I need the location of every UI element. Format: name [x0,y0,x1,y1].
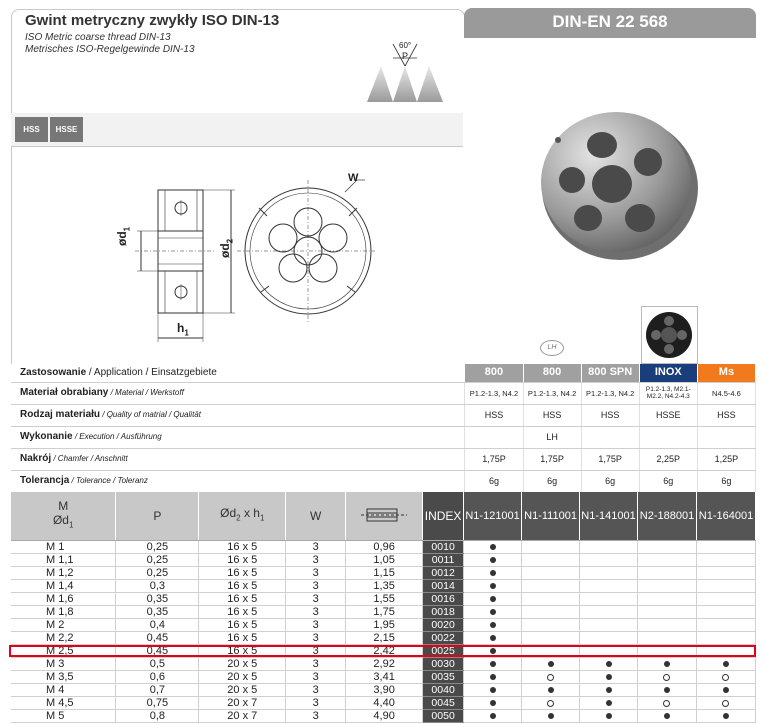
pitch-cell: 0,3 [116,580,199,593]
index-cell: 0020 [423,619,464,632]
drill-cell: 4,40 [346,697,423,710]
header-code-3: N1-141001 [580,492,638,541]
table-row [11,671,756,684]
availability-cell [522,567,580,580]
dimension-cell: 20 x 7 [199,697,286,710]
pitch-cell: 0,25 [116,541,199,554]
availability-cell [464,606,522,619]
drill-cell: 4,90 [346,710,423,723]
table-row [11,632,756,645]
availability-cell [696,632,755,645]
availability-cell [464,671,522,684]
pitch-cell: 0,45 [116,632,199,645]
property-row-quality: Rodzaj materiału / Quality of matrial / Qualität HSS HSS HSS HSSE HSS [11,405,756,427]
column-800-spn: 800 SPN [581,364,639,383]
availability-cell [522,580,580,593]
drill-cell: 3,41 [346,671,423,684]
availability-cell [580,658,638,671]
column-800-lh: 800 [523,364,581,383]
available-dot-icon [606,713,612,719]
w-cell: 3 [286,580,346,593]
availability-cell [696,619,755,632]
w-cell: 3 [286,593,346,606]
index-cell: 0035 [423,671,464,684]
available-dot-icon [548,687,554,693]
sizes-header-row [11,492,756,541]
sizes-table [11,492,756,723]
header-p: P [116,492,199,541]
index-cell: 0050 [423,710,464,723]
drill-cell: 1,05 [346,554,423,567]
availability-cell [580,710,638,723]
availability-cell [522,554,580,567]
table-row [11,684,756,697]
dimension-cell: 20 x 7 [199,710,286,723]
available-dot-icon [548,713,554,719]
availability-cell [638,567,697,580]
availability-cell [696,710,755,723]
property-row-material: Materiał obrabiany / Material / Werkstoff P1.2-1.3, N4.2 P1.2-1.3, N4.2 P1.2-1.3, N4.2 P1.2-1.3, M2.1-M2.2, N4.2-4.3 N4.5-4.6 [11,383,756,405]
dimension-cell: 16 x 5 [199,567,286,580]
dimension-cell: 16 x 5 [199,606,286,619]
availability-cell [638,606,697,619]
availability-cell [464,632,522,645]
thread-size-cell: M 2 [11,619,116,632]
availability-cell [522,697,580,710]
thread-size-cell: M 3 [11,658,116,671]
header-m: M $Ød_1$ [11,492,116,541]
table-row [11,606,756,619]
available-dot-icon [664,713,670,719]
w-cell: 3 [286,645,346,658]
availability-cell [580,606,638,619]
availability-cell [696,580,755,593]
property-row-execution: Wykonanie / Execution / Ausführung LH [11,427,756,449]
availability-cell [696,567,755,580]
dimension-cell: 16 x 5 [199,541,286,554]
available-dot-icon [490,544,496,550]
availability-cell [580,567,638,580]
availability-cell [580,580,638,593]
dimension-cell: 16 x 5 [199,619,286,632]
subtitle-en: ISO Metric coarse thread DIN-13 [25,32,171,43]
thread-size-cell: M 1,4 [11,580,116,593]
available-dot-icon [490,570,496,576]
availability-cell [638,710,697,723]
drill-cell: 2,15 [346,632,423,645]
availability-cell [580,671,638,684]
header-d2h1: $Ød_2$ x $h_1$ [199,492,286,541]
index-cell: 0011 [423,554,464,567]
pitch-cell: 0,6 [116,671,199,684]
header-w: W [286,492,346,541]
availability-cell [464,593,522,606]
pitch-cell: 0,25 [116,554,199,567]
availability-cell [580,541,638,554]
pitch-cell: 0,35 [116,606,199,619]
availability-cell [638,541,697,554]
availability-cell [696,554,755,567]
header-code-5: N1-164001 [696,492,755,541]
header-index: INDEX [423,492,464,541]
material-badge-hsse: HSSE [50,117,83,142]
availability-cell [580,593,638,606]
pitch-cell: 0,75 [116,697,199,710]
index-cell: 0014 [423,580,464,593]
table-row [11,619,756,632]
column-inox: INOX [639,364,697,383]
available-ring-icon [663,674,670,681]
availability-cell [522,541,580,554]
thread-size-cell: M 5 [11,710,116,723]
availability-cell [580,554,638,567]
availability-cell [464,697,522,710]
available-dot-icon [664,661,670,667]
properties-header-row: Zastosowanie / Application / Einsatzgebiete 800 800 800 SPN INOX Ms [11,364,756,383]
availability-cell [696,671,755,684]
dimension-cell: 20 x 5 [199,671,286,684]
availability-cell [522,684,580,697]
availability-cell [522,710,580,723]
table-row [11,541,756,554]
thread-size-cell: M 1 [11,541,116,554]
material-badge-hss: HSS [15,117,48,142]
threading-die-photo [530,100,710,270]
availability-cell [522,632,580,645]
available-dot-icon [490,609,496,615]
available-dot-icon [606,674,612,680]
availability-cell [522,606,580,619]
property-row-tolerance: Tolerancja / Tolerance / Toleranz 6g 6g 6g 6g 6g [11,471,756,493]
available-ring-icon [722,674,729,681]
drill-cell: 1,75 [346,606,423,619]
availability-cell [696,541,755,554]
header-drill-icon [346,492,423,541]
header-code-2: N1-111001 [522,492,580,541]
available-dot-icon [490,622,496,628]
w-cell: 3 [286,671,346,684]
available-dot-icon [490,635,496,641]
column-ms: Ms [697,364,755,383]
drill-cell: 1,15 [346,567,423,580]
availability-cell [638,658,697,671]
availability-cell [580,697,638,710]
w-cell: 3 [286,619,346,632]
w-cell: 3 [286,658,346,671]
h1-label: $h_1$ [177,321,189,338]
pitch-cell: 0,45 [116,645,199,658]
pitch-cell: 0,7 [116,684,199,697]
standard-label: DIN-EN 22 568 [552,12,668,31]
available-dot-icon [490,557,496,563]
drill-cell: 0,96 [346,541,423,554]
die-technical-drawing [115,160,375,350]
index-cell: 0025 [423,645,464,658]
index-cell: 0016 [423,593,464,606]
pitch-cell: 0,8 [116,710,199,723]
availability-cell [638,593,697,606]
availability-cell [522,658,580,671]
pitch-cell: 0,35 [116,593,199,606]
availability-cell [638,632,697,645]
table-row [11,554,756,567]
availability-cell [638,671,697,684]
dimension-cell: 20 x 5 [199,658,286,671]
sizes-table-body [11,541,756,723]
available-dot-icon [723,687,729,693]
available-dot-icon [490,661,496,667]
table-row [11,710,756,723]
d2-label: $ød_2$ [218,238,235,258]
availability-cell [464,567,522,580]
table-row [11,580,756,593]
available-dot-icon [490,687,496,693]
highlighted-row-frame [9,645,756,657]
availability-cell [696,658,755,671]
available-dot-icon [606,687,612,693]
dimension-cell: 16 x 5 [199,580,286,593]
available-dot-icon [723,713,729,719]
availability-cell [464,684,522,697]
available-ring-icon [547,700,554,707]
availability-cell [464,554,522,567]
pitch-cell: 0,25 [116,567,199,580]
availability-cell [696,593,755,606]
drill-cell: 3,90 [346,684,423,697]
availability-cell [522,671,580,684]
availability-cell [522,619,580,632]
thread-size-cell: M 3,5 [11,671,116,684]
thread-size-cell: M 1,6 [11,593,116,606]
available-dot-icon [664,687,670,693]
available-ring-icon [663,700,670,707]
prop-label-pl: Zastosowanie [20,366,87,378]
w-cell: 3 [286,554,346,567]
available-dot-icon [490,700,496,706]
thread-size-cell: M 4,5 [11,697,116,710]
w-cell: 3 [286,632,346,645]
table-row [11,567,756,580]
thread-size-cell: M 2,2 [11,632,116,645]
thread-size-cell: M 1,2 [11,567,116,580]
pitch-label: P [402,51,409,61]
w-label: W [348,172,359,184]
availability-cell [638,619,697,632]
thread-size-cell: M 4 [11,684,116,697]
table-row [11,593,756,606]
index-cell: 0030 [423,658,464,671]
available-dot-icon [490,713,496,719]
availability-cell [638,554,697,567]
table-row [11,658,756,671]
dimension-cell: 16 x 5 [199,593,286,606]
column-800: 800 [465,364,523,383]
thread-size-cell: M 1,8 [11,606,116,619]
header-code-1: N1-121001 [464,492,522,541]
availability-cell [696,684,755,697]
available-dot-icon [490,583,496,589]
availability-cell [464,658,522,671]
dimension-cell: 16 x 5 [199,554,286,567]
dimension-cell: 16 x 5 [199,632,286,645]
index-cell: 0045 [423,697,464,710]
dimension-cell: 16 x 5 [199,645,286,658]
table-row [11,697,756,710]
w-cell: 3 [286,710,346,723]
property-row-chamfer: Nakrój / Chamfer / Anschnitt 1,75P 1,75P 1,75P 2,25P 1,25P [11,449,756,471]
inox-die-thumbnail [641,306,698,364]
index-cell: 0018 [423,606,464,619]
subtitle-de: Metrisches ISO-Regelgewinde DIN-13 [25,44,195,55]
page-title: Gwint metryczny zwykły ISO DIN-13 [25,12,280,29]
availability-cell [696,697,755,710]
availability-cell [464,710,522,723]
available-ring-icon [722,700,729,707]
index-cell: 0012 [423,567,464,580]
availability-cell [464,541,522,554]
properties-table [11,364,756,493]
angle-label: 60° [399,41,412,50]
drill-cell: 1,55 [346,593,423,606]
thread-size-cell: M 1,1 [11,554,116,567]
d1-label: $ød_1$ [115,226,132,246]
available-dot-icon [548,661,554,667]
availability-cell [638,684,697,697]
w-cell: 3 [286,541,346,554]
index-cell: 0010 [423,541,464,554]
drill-cell: 1,35 [346,580,423,593]
available-dot-icon [490,674,496,680]
index-cell: 0040 [423,684,464,697]
available-ring-icon [547,674,554,681]
drill-cell: 1,95 [346,619,423,632]
available-dot-icon [723,661,729,667]
availability-cell [464,580,522,593]
w-cell: 3 [286,697,346,710]
availability-cell [638,580,697,593]
availability-cell [580,632,638,645]
pitch-cell: 0,4 [116,619,199,632]
drill-cell: 2,92 [346,658,423,671]
availability-cell [464,619,522,632]
availability-cell [580,619,638,632]
dimension-cell: 20 x 5 [199,684,286,697]
pitch-cell: 0,5 [116,658,199,671]
index-cell: 0022 [423,632,464,645]
availability-cell [638,697,697,710]
drill-size-icon [359,505,409,525]
availability-cell [580,684,638,697]
available-dot-icon [606,661,612,667]
w-cell: 3 [286,684,346,697]
availability-cell [696,606,755,619]
w-cell: 3 [286,567,346,580]
w-cell: 3 [286,606,346,619]
drill-cell: 2,42 [346,645,423,658]
thread-size-cell: M 2,5 [11,645,116,658]
available-dot-icon [490,596,496,602]
left-hand-icon: LH [540,340,564,356]
availability-cell [522,593,580,606]
available-dot-icon [606,700,612,706]
header-code-4: N2-188001 [638,492,697,541]
